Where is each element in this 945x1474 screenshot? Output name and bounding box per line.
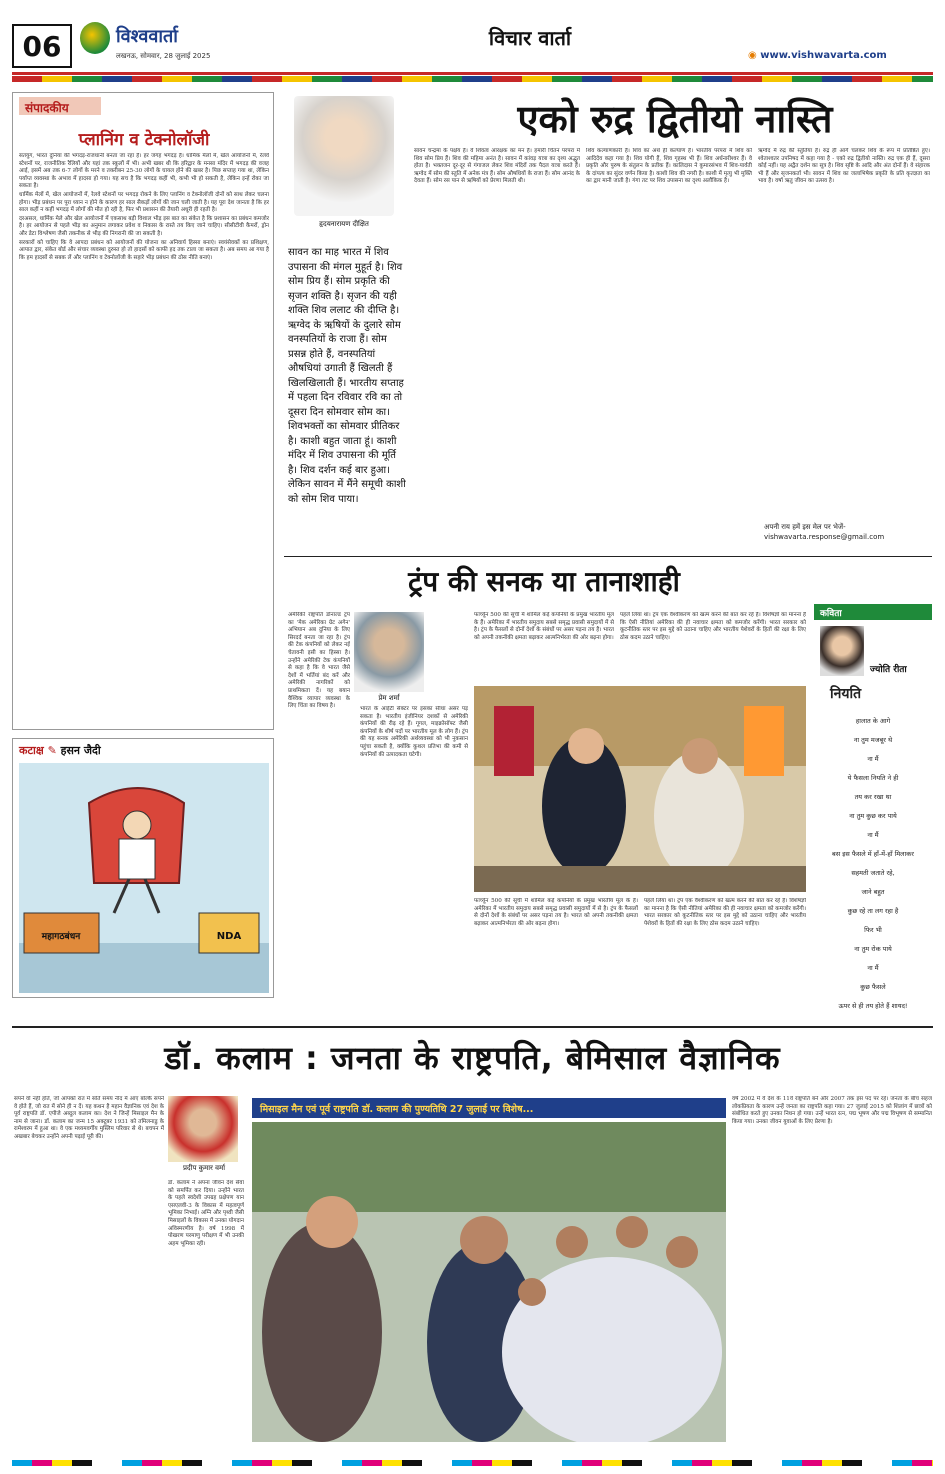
editorial-headline: प्लानिंग व टेक्नोलॉजी: [78, 130, 210, 150]
editorial-tag: [19, 97, 101, 115]
trump-author-photo: [354, 612, 424, 692]
poem-line: कुछ रहे ता लग रहा है: [847, 907, 899, 915]
paper-name: विश्ववार्ता: [116, 26, 178, 47]
lead-contact-note[interactable]: अपनी राय हमें इस मेल पर भेजें- vishwavarta.response@gmail.com: [764, 523, 885, 541]
photo-floor: [474, 866, 806, 892]
kalam-author: प्रदीप कुमार वर्मा: [182, 1164, 226, 1172]
pen-icon: ✎: [47, 744, 57, 757]
website-link[interactable]: [748, 50, 887, 61]
trump-photo: [474, 686, 806, 892]
page-number: 06: [22, 29, 62, 63]
cartoon-figure-head: [123, 811, 151, 839]
poet-photo: [820, 626, 864, 676]
lead-pull-quote: सावन का माह भारत में शिव उपासना की मंगल मुहूर्त है। शिव सोम प्रिय हैं। सोम प्रकृति की सृजन शक्ति है। सृजन की यही शक्ति शिव ललाट की दीप्ति है। ऋग्वेद के ऋषियों के दुलारे सोम वनस्पतियों के राजा हैं। सोम प्रसन्न होते हैं, वनस्पतियां औषधियां उगाती हैं खिलती हैं खिलखिलाती हैं। भारतीय सप्ताह में पहला दिन रविवार रवि का तो दूसरा दिन सोमवार सोम का। शिवभक्तों का सोमवार प्रीतिकर है। काशी बहुत जाता हूं। काशी मंदिर में शिव उपासना की मूर्ति है। शिव दर्शन कई बार हुआ। लेकिन सावन में मैंने समूची काशी को सोम शिव पाया।: [288, 247, 406, 505]
kalam-author-photo: [168, 1096, 238, 1162]
cartoon-label-text: कटाक्ष: [19, 744, 44, 757]
trump-column: फार्च्यून 500 की सूची में शामिल कई कंपनियों के प्रमुख भारतीय मूल के हैं। अमेरिका में भारतीय समुदाय सबसे समृद्ध प्रवासी समुदायों में से है। ट्रंप के फैसलों से दोनों देशों के संबंधों पर असर पड़ना तय है। भारत को अपनी तकनीकी क्षमता बढ़ाकर आत्मनिर्भरता की ओर बढ़ना होगा।: [474, 612, 614, 641]
poem-lines: [814, 712, 932, 1016]
person-right-head: [682, 738, 718, 774]
cartoon-sign-left-text: महागठबंधन: [41, 932, 81, 942]
trump-column: अमेरिकी राष्ट्रपति डोनाल्ड ट्रंप का 'मेक अमेरिका ग्रेट अगेन' अभियान अब दुनिया के लिए सिरदर्द बनता जा रहा है। ट्रंप की टेक कंपनियों को लेकर नई चेतावनी इसी का हिस्सा है। उन्होंने अमेरिकी टेक कंपनियों से कहा है कि वे भारत जैसे देशों में भर्तियां बंद करें और अमेरिकी नागरिकों को प्राथमिकता दें। यह बयान वैश्विक व्यापार व्यवस्था के लिए चिंता का विषय है।: [288, 612, 350, 710]
editorial-body: [19, 153, 269, 725]
cartoon-sign-right-text: NDA: [216, 931, 242, 942]
flag-us: [494, 706, 534, 776]
poem-line: ना तुम मजबूर थे: [853, 736, 893, 744]
trump-column: पहले लिया था। ट्रंप एक वैश्वीकरण को खत्म करने की बात कर रहे हैं। विशेषज्ञों का मानना है कि ऐसी नीतियां अमेरिका की ही नवाचार क्षमता को कमजोर करेंगी। भारत सरकार को कूटनीतिक स्तर पर इस मुद्दे को उठाना चाहिए और भारतीय पेशेवरों के हितों की रक्षा के लिए ठोस कदम उठाने चाहिए।: [644, 898, 806, 927]
poem-line: ना तुम कुछ कर पाये: [849, 812, 897, 820]
kalam-top-rule: [12, 1026, 933, 1028]
city-date: लखनऊ, सोमवार, 28 जुलाई 2025: [116, 52, 211, 60]
lead-author: हृदयनारायण दीक्षित: [319, 220, 369, 228]
kalam-column: वर्ष 2002 में वे देश के 11वें राष्ट्रपति बने और 2007 तक इस पद पर रहे। जनता के बीच सहज लोकप्रियता के कारण उन्हें जनता का राष्ट्रपति कहा गया। 27 जुलाई 2015 को शिलांग में छात्रों को संबोधित करते हुए उनका निधन हो गया। उन्हें भारत रत्न, पद्म भूषण और पद्म विभूषण से सम्मानित किया गया। उनका जीवन युवाओं के लिए प्रेरणा है।: [732, 1096, 932, 1125]
kalam-photo: [252, 1122, 726, 1442]
person-woman-head: [306, 1196, 358, 1248]
poem-line: ना मैं: [867, 831, 879, 839]
cartoon-box: [12, 738, 274, 998]
cartoon-figure-body: [119, 839, 155, 879]
poem-box: [814, 604, 932, 1018]
website-text: www.vishwavarta.com: [760, 50, 887, 61]
editorial-box: [12, 92, 274, 730]
poem-line: बस इस फैसले में हाँ-में-हाँ मिलाकर: [832, 850, 914, 858]
poem-label: [814, 604, 932, 620]
editorial-tag-text: संपादकीय: [25, 101, 69, 115]
student-head: [518, 1278, 546, 1306]
poem-line: कुछ फैसले: [860, 983, 886, 991]
editorial-paragraph: दरअसल, धार्मिक मेले और खेल आयोजनों में एकसाथ बड़ी विशाल भीड़ इस बात का संकेत है कि प्रशासन का प्रबंधन कमजोर है। हर आयोजन से पहले भीड़ का अनुमान लगाकर प्रवेश व निकास के रास्ते तय किए जाने चाहिए। सीसीटीवी कैमरों, ड्रोन और डेटा विश्लेषण जैसी तकनीक से भीड़ की निगरानी की जा सकती है।: [19, 215, 269, 237]
poem-line: जाने बहुत: [861, 888, 885, 896]
poem-line: फिर भी: [864, 926, 882, 934]
trump-headline: ट्रंप की सनक या तानाशाही: [408, 565, 680, 598]
person-kalam-head: [460, 1216, 508, 1264]
lead-headline: एको रुद्र द्वितीयो नास्ति: [517, 97, 833, 141]
editorial-paragraph: सतयुग, भारत दुनिया की भगदड़-राजधानी बनता जा रहा है। हर जगह भगदड़ है। धार्मिक मेलों में, खेल आयोजनों में, रेलवे स्टेशनों पर, राजनीतिक रैलियों और यहां तक स्कूलों में भी। अभी खबर थी कि हरिद्वार के मनसा मंदिर में भगदड़ की वजह आई, इसमें अब तक 6-7 लोगों के मरने व तकरीबन 25-30 लोगों के घायल होने की खबर है। पिछ सप्ताह गया था, लेकिन पर्याप्त व्यवस्था के अभाव में हादसा हो गया। यह सच है कि भगदड़ कहीं भी, कभी भी हो सकती है, लेकिन इन्हें रोका जा सकता है।: [19, 153, 269, 190]
header-rule: [12, 72, 933, 75]
kalam-headline: डॉ. कलाम : जनता के राष्ट्रपति, बेमिसाल वैज्ञानिक: [164, 1039, 781, 1077]
trump-column: फार्च्यून 500 की सूची में शामिल कई कंपनियों के प्रमुख भारतीय मूल के हैं। अमेरिका में भारतीय समुदाय सबसे समृद्ध प्रवासी समुदायों में से है। ट्रंप के फैसलों से दोनों देशों के संबंधों पर असर पड़ना तय है। भारत को अपनी तकनीकी क्षमता बढ़ाकर आत्मनिर्भरता की ओर बढ़ना होगा।: [474, 898, 638, 927]
poem-title: नियति: [830, 686, 862, 702]
footer-color-bar: [12, 1460, 933, 1466]
lead-divider: [284, 556, 932, 557]
flag-india: [744, 706, 784, 776]
lead-column: सावन चन्द्रमा के पक्षेय हैं। वे शिवत्व आरक्षक का मन हैं। हमारी चिंतन पंरपरा में शिव सोम प्रिय हैं। शिव की महिमा अनंत है। सावन में कांवड़ यात्रा का दृश्य अद्भुत होता है। भक्तजन दूर-दूर से गंगाजल लेकर शिव मंदिरों तक पैदल यात्रा करते हैं। ऋग्वेद में सोम की स्तुति में अनेक मंत्र हैं। सोम औषधियों के राजा हैं। सोम आनंद के देवता हैं। सोम रस पान से ऋषियों को प्रेरणा मिलती थी।: [414, 148, 580, 185]
globe-icon: ◉: [748, 50, 757, 61]
lead-column: शिव कल्याणकारी हैं। शिव का अर्थ ही कल्याण है। भारतीय परंपरा में शिव को आदिदेव कहा गया है। शिव योगी हैं, शिव गृहस्थ भी हैं। शिव अर्धनारीश्वर हैं। वे प्रकृति और पुरुष के संतुलन के प्रतीक हैं। कालिदास ने कुमारसंभव में शिव-पार्वती के दांपत्य का सुंदर वर्णन किया है। काशी शिव की नगरी है। काशी में मृत्यु भी मुक्ति का द्वार मानी जाती है। गंगा तट पर शिव उपासना का दृश्य अलौकिक है।: [586, 148, 752, 185]
lead-column: ऋग्वेद में रुद्र की स्तुतियां हैं। रुद्र ही आगे चलकर शिव के रूप में प्रतिष्ठित हुए। श्वेताश्वतर उपनिषद में कहा गया है - एको रुद्र द्वितीयो नास्ति। रुद्र एक ही हैं, दूसरा कोई नहीं। यह अद्वैत दर्शन का सूत्र है। शिव सृष्टि के आदि और अंत दोनों हैं। वे संहारक भी हैं और सृजनकर्ता भी। सावन में शिव का जलाभिषेक प्रकृति के प्रति कृतज्ञता का भाव है। वर्षा ऋतु जीवन का उत्सव है।: [758, 148, 930, 185]
poem-line: ना मैं: [867, 964, 879, 972]
poem-line: हालात के आगे: [855, 717, 891, 725]
cartoon-drawing: [19, 763, 269, 993]
cartoon-label: [19, 743, 101, 758]
poem-line: सहमती जताते रहे,: [851, 869, 895, 877]
cartoon-artist: हसन जैदी: [60, 744, 101, 757]
trump-column: पहले लिया था। ट्रंप एक वैश्वीकरण को खत्म करने की बात कर रहे हैं। विशेषज्ञों का मानना है कि ऐसी नीतियां अमेरिका की ही नवाचार क्षमता को कमजोर करेंगी। भारत सरकार को कूटनीतिक स्तर पर इस मुद्दे को उठाना चाहिए और भारतीय पेशेवरों के हितों की रक्षा के लिए ठोस कदम उठाने चाहिए।: [620, 612, 806, 641]
student-head: [616, 1216, 648, 1248]
masthead-logo: [80, 22, 110, 54]
kalam-banner: [252, 1098, 726, 1118]
editorial-paragraph: सरकारों को चाहिए कि वे आपदा प्रबंधन को आयोजनों की योजना का अनिवार्य हिस्सा बनाएं। स्वयंसेवकों का प्रशिक्षण, आपात द्वार, संकेत बोर्ड और संचार व्यवस्था दुरुस्त हो तो हादसों को काफी हद तक टाला जा सकता है। अब समय आ गया है कि हम हादसों से सबक लें और प्लानिंग व टेक्नोलॉजी के सहारे भीड़ प्रबंधन की ठोस नीति बनाएं।: [19, 239, 269, 261]
poem-line: तय कर रखा था: [854, 793, 892, 801]
poem-label-text: कविता: [820, 609, 842, 619]
header-accent: [12, 76, 933, 82]
poem-line: ये फैसला नियति ने ही: [847, 774, 899, 782]
person-left-head: [568, 728, 604, 764]
section-title: विचार वार्ता: [488, 26, 572, 50]
trump-column: भारत के आईटी सेक्टर पर इसका सीधा असर पड़ सकता है। भारतीय इंजीनियर दशकों से अमेरिकी कंपनियों की रीढ़ रहे हैं। गूगल, माइक्रोसॉफ्ट जैसी कंपनियों के शीर्ष पदों पर भारतीय मूल के लोग हैं। ट्रंप की यह सनक अमेरिकी अर्थव्यवस्था को भी नुकसान पहुंचा सकती है, क्योंकि कुशल प्रतिभा की कमी से कंपनियों की उत्पादकता घटेगी।: [360, 706, 468, 758]
kalam-banner-text: मिसाइल मैन एवं पूर्व राष्ट्रपति डॉ. कलाम की पुण्यतिथि 27 जुलाई पर विशेष...: [260, 1104, 534, 1115]
poem-line: ऊपर से ही तय होते हैं शायद!: [838, 1002, 908, 1010]
page-number-box: [12, 24, 72, 68]
author-photo: [294, 96, 394, 216]
poem-line: ना तुम रोक पाये: [854, 945, 892, 953]
student-head: [666, 1236, 698, 1268]
lead-author-box: [284, 92, 410, 242]
poem-line: ना मैं: [867, 755, 879, 763]
trump-author: प्रेम शर्मा: [378, 694, 400, 702]
student-head: [556, 1226, 588, 1258]
editorial-paragraph: धार्मिक मेलों में, खेल आयोजनों में, रेलवे स्टेशनों पर भगदड़ रोकने के लिए प्लानिंग व टेक्नोलॉजी दोनों को साथ लेकर चलना होगा। भीड़ प्रबंधन पर पूरा ध्यान न होने के कारण हर साल सैकड़ों लोगों की जान चली जाती है। यह पूरा देश जानता है कि हर साल कहीं न कहीं भगदड़ में लोगों की मौत हो रही है, फिर भी प्रशासन की तैयारी अधूरी ही रहती है।: [19, 191, 269, 214]
kalam-column: डॉ. कलाम ने अपना जीवन देश सेवा को समर्पित कर दिया। उन्होंने भारत के पहले स्वदेशी उपग्रह प्रक्षेपण यान एसएलवी-3 के विकास में महत्वपूर्ण भूमिका निभाई। अग्नि और पृथ्वी जैसी मिसाइलों के विकास में उनका योगदान अविस्मरणीय है। वर्ष 1998 में पोखरण परमाणु परीक्षण में भी उनकी अहम भूमिका रही।: [168, 1180, 244, 1247]
poet-name: ज्योति रीता: [870, 665, 907, 675]
person-woman: [262, 1222, 382, 1442]
kalam-column: सपने वो नहीं होते, जो आपको रात में सोते समय नींद में आए बल्कि सपने वे होते हैं, जो रात में सोने ही न दें। यह कथन है महान वैज्ञानिक एवं देश के पूर्व राष्ट्रपति डॉ. एपीजे अब्दुल कलाम का। देश ने जिन्हें मिसाइल मैन के नाम से जाना। डॉ. कलाम का जन्म 15 अक्टूबर 1931 को तमिलनाडु के रामेश्वरम में हुआ था। वे एक मध्यमवर्गीय मुस्लिम परिवार से थे। बचपन में अखबार बेचकर उन्होंने अपनी पढ़ाई पूरी की।: [14, 1096, 164, 1140]
